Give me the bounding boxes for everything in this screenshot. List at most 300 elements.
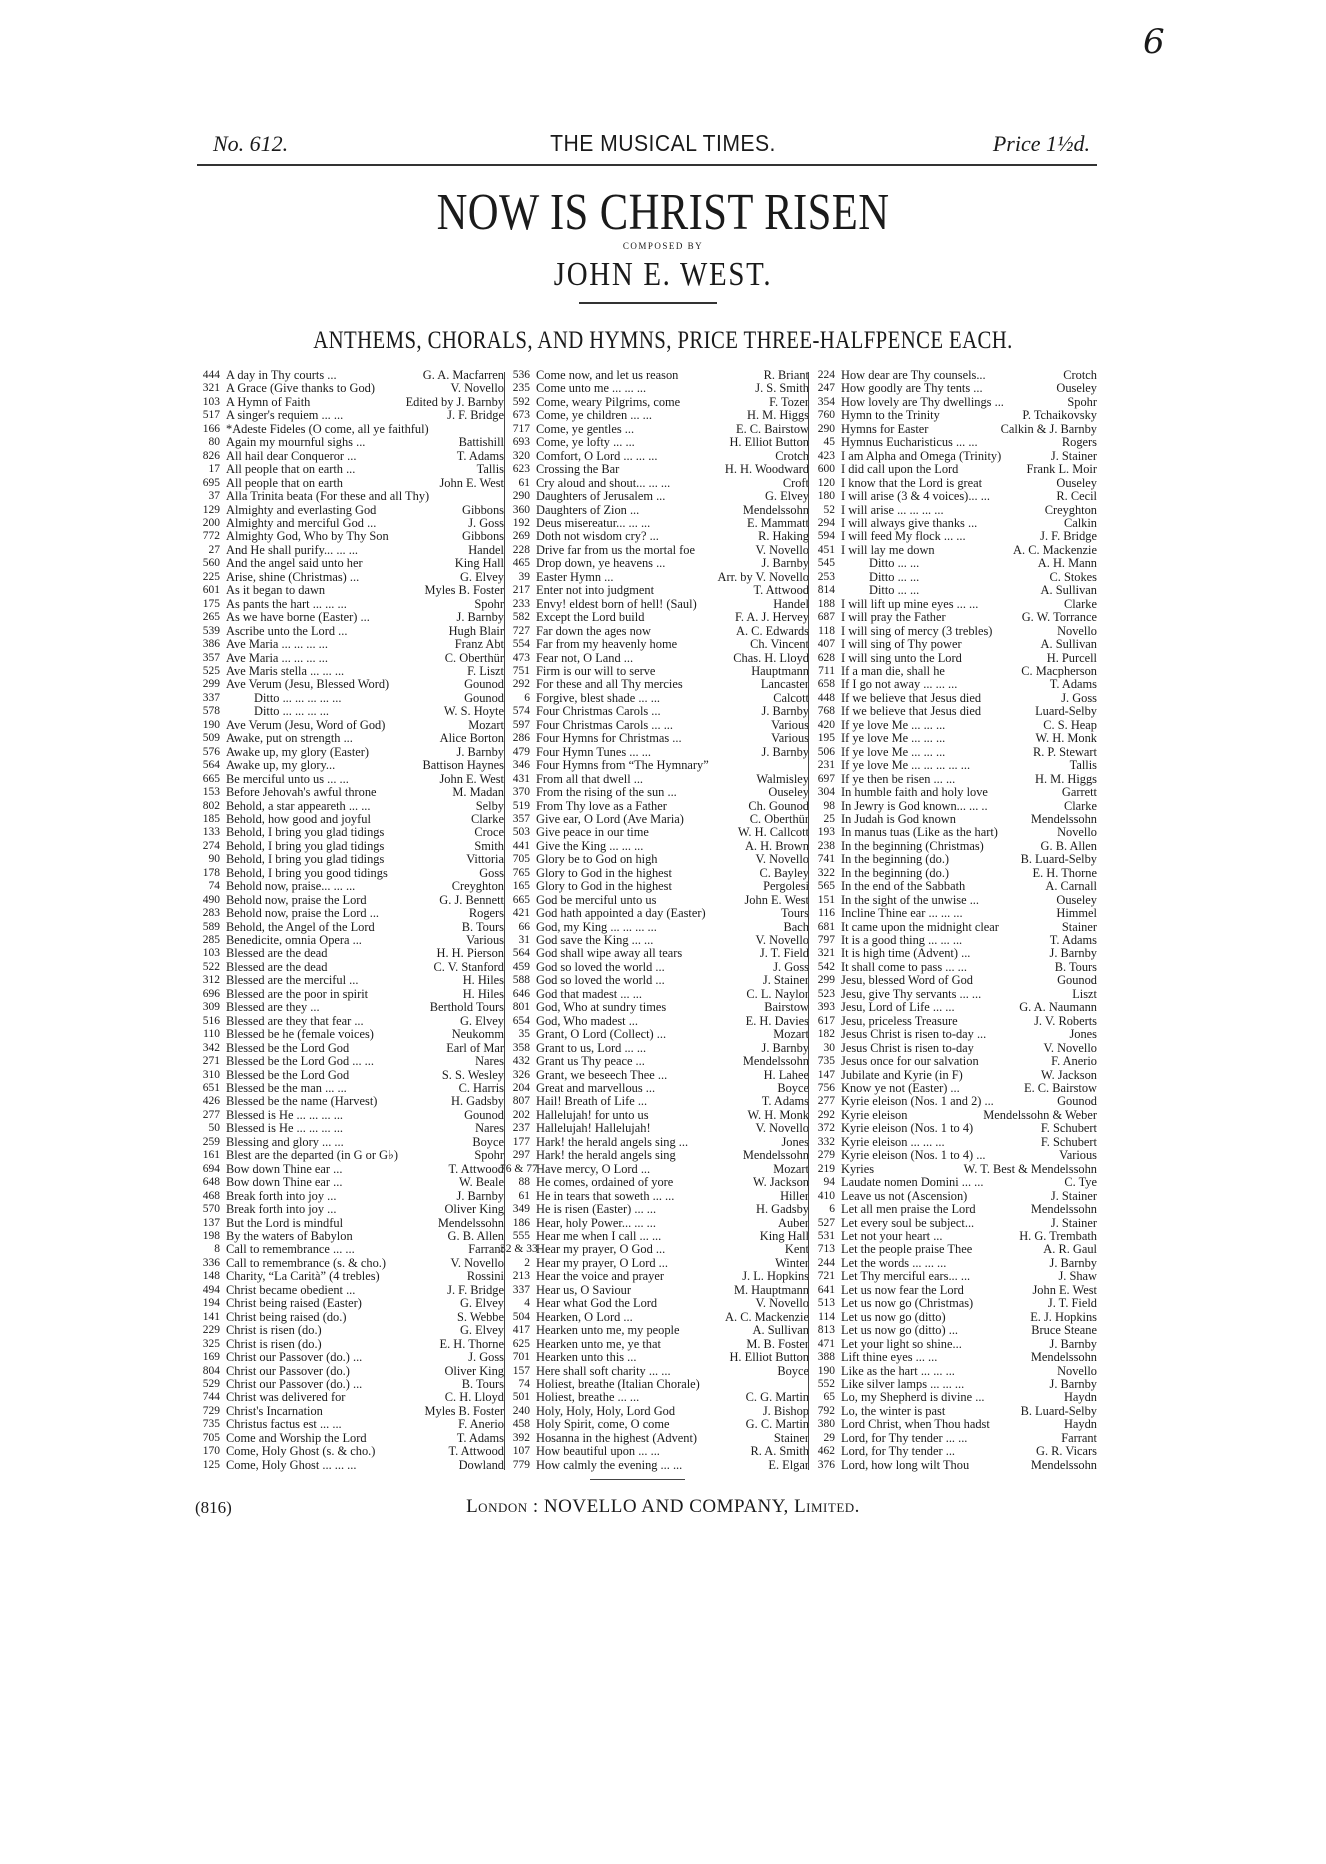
catalogue-entry: [805, 1297, 1097, 1310]
entry-composer: Crotch: [1063, 368, 1097, 382]
entry-composer: Croce: [474, 825, 504, 840]
catalogue-entry: [805, 436, 1097, 449]
catalogue-entry: [190, 746, 504, 759]
entry-composer: V. Novello: [450, 1255, 504, 1270]
entry-number: 711: [818, 664, 835, 677]
entry-composer: H. Elliot Button: [729, 1350, 809, 1365]
catalogue-entry: [190, 450, 504, 463]
entry-title: Grant to us, Lord ... ...: [536, 1041, 647, 1055]
entry-number: 392: [512, 1431, 530, 1444]
catalogue-entry: [805, 1405, 1097, 1418]
entry-title: How dear are Thy counsels...: [841, 369, 986, 382]
catalogue-entry: [500, 1230, 809, 1243]
entry-number: 826: [202, 449, 220, 462]
entry-number: 180: [817, 490, 835, 503]
entry-title: Lift thine eyes ... ...: [841, 1351, 938, 1365]
catalogue-entry: [805, 1365, 1097, 1378]
entry-composer: Tallis: [476, 462, 504, 477]
entry-composer: Various: [771, 717, 809, 732]
entry-composer: W. H. Callcott: [737, 825, 809, 840]
entry-composer: E. H. Davies: [745, 1013, 809, 1028]
entry-composer: Chas. H. Lloyd: [733, 650, 809, 665]
entry-composer: T. Attwood: [448, 1161, 504, 1176]
catalogue-entry: [190, 1324, 504, 1337]
entry-title: Let us now go (Christmas): [841, 1297, 974, 1311]
entry-composer: Nares: [475, 1054, 504, 1069]
entry-title: A singer's requiem ... ...: [226, 409, 344, 423]
entry-number: 628: [817, 651, 835, 664]
entry-composer: T. Attwood: [753, 583, 809, 598]
catalogue-entry: [190, 1095, 504, 1108]
catalogue-entry: [805, 638, 1097, 651]
entry-number: 294: [817, 516, 835, 529]
entry-title: Have mercy, O Lord ...: [536, 1162, 651, 1176]
entry-number: 735: [202, 1418, 220, 1431]
catalogue-entry: [500, 1028, 809, 1041]
entry-number: 760: [817, 409, 835, 422]
entry-number: 224: [817, 369, 835, 381]
entry-title: Hymn to the Trinity: [841, 409, 940, 423]
entry-composer: J. Barnby: [1049, 1336, 1097, 1351]
entry-number: 177: [512, 1135, 530, 1148]
catalogue-entry: [805, 867, 1097, 880]
entry-title: By the waters of Babylon: [226, 1230, 353, 1243]
catalogue-entry: [190, 961, 504, 974]
entry-number: 325: [202, 1337, 220, 1350]
entry-number: 694: [202, 1162, 220, 1175]
entry-number: 501: [512, 1391, 530, 1404]
catalogue-entry: [500, 652, 809, 665]
entry-composer: Farrant: [468, 1242, 504, 1257]
entry-number: 354: [817, 395, 835, 408]
entry-number: 372: [817, 1122, 835, 1135]
entry-number: 259: [202, 1135, 220, 1148]
entry-title: Hear my prayer, O God ...: [536, 1243, 666, 1257]
entry-number: 542: [817, 960, 835, 973]
catalogue-entry: [500, 369, 809, 382]
entry-title: Doth not wisdom cry? ...: [536, 530, 659, 544]
entry-number: 170: [202, 1445, 220, 1458]
catalogue-entry: [190, 1230, 504, 1243]
entry-composer: J. F. Bridge: [447, 1282, 504, 1297]
entry-number: 772: [202, 530, 220, 543]
entry-composer: W. H. Monk: [1035, 731, 1097, 746]
entry-composer: P. Tchaikovsky: [1022, 408, 1097, 423]
catalogue-entry: [190, 517, 504, 530]
entry-number: 153: [202, 786, 220, 799]
catalogue-entry: [190, 1351, 504, 1364]
entry-number: 458: [512, 1418, 530, 1431]
catalogue-entry: [805, 894, 1097, 907]
entry-number: 479: [512, 745, 530, 758]
entry-number: 713: [817, 1243, 835, 1256]
entry-number: 321: [817, 947, 835, 960]
catalogue-entry: [805, 396, 1097, 409]
entry-title: Behold now, praise... ... ...: [226, 880, 356, 894]
entry-title: Daughters of Jerusalem ...: [536, 490, 666, 504]
entry-composer: Mendelssohn: [742, 1148, 809, 1163]
entry-composer: A. Carnall: [1045, 879, 1097, 894]
catalogue-entry: [805, 1136, 1097, 1149]
entry-composer: Jones: [781, 1134, 809, 1149]
catalogue-entry: [500, 382, 809, 395]
entry-title: Firm is our will to serve: [536, 664, 656, 678]
entry-composer: Gounod: [464, 677, 504, 692]
entry-composer: C. Oberthür: [444, 650, 504, 665]
entry-composer: B. Tours: [461, 1376, 504, 1391]
catalogue-entry: [190, 436, 504, 449]
catalogue-entry: [190, 1311, 504, 1324]
catalogue-entry: [190, 786, 504, 799]
catalogue-entry: [500, 1109, 809, 1122]
entry-title: Envy! eldest born of hell! (Saul): [536, 597, 697, 611]
catalogue-entry: [500, 1311, 809, 1324]
catalogue-entry: [805, 625, 1097, 638]
entry-composer: J. V. Roberts: [1034, 1013, 1097, 1028]
header-rule: [197, 164, 1097, 166]
entry-composer: Liszt: [1072, 986, 1097, 1001]
entry-title: Holiest, breathe ... ...: [536, 1391, 640, 1405]
catalogue-entry: [805, 463, 1097, 476]
entry-title: Almighty and merciful God ...: [226, 516, 377, 530]
entry-number: 651: [202, 1082, 220, 1095]
entry-number: 217: [512, 584, 530, 597]
entry-composer: Farrant: [1061, 1430, 1097, 1445]
composed-by-label: COMPOSED BY: [622, 241, 704, 251]
entry-title: Behold, I bring you glad tidings: [226, 826, 385, 840]
entry-composer: Hugh Blair: [448, 623, 504, 638]
entry-title: And He shall purify... ... ...: [226, 543, 359, 557]
entry-title: Hark! the herald angels sing ...: [536, 1135, 689, 1149]
catalogue-entry: [500, 1378, 809, 1391]
catalogue-entry: [500, 773, 809, 786]
catalogue-entry: [805, 490, 1097, 503]
entry-title: Holiest, breathe (Italian Chorale): [536, 1377, 700, 1391]
entry-number: 304: [817, 786, 835, 799]
entry-composer: Tallis: [1069, 758, 1097, 773]
entry-title: Call to remembrance (s. & cho.): [226, 1256, 386, 1270]
catalogue-entry: [500, 1284, 809, 1297]
catalogue-entry: [805, 1378, 1097, 1391]
entry-number: 336: [202, 1256, 220, 1269]
catalogue-entry: [805, 652, 1097, 665]
catalogue-entry: [805, 1109, 1097, 1122]
catalogue-entry: [805, 1445, 1097, 1458]
catalogue-entry: [805, 826, 1097, 839]
catalogue-entry: [190, 490, 504, 503]
entry-composer: Oliver King: [444, 1202, 504, 1217]
entry-title: Ditto ... ...: [869, 584, 920, 598]
catalogue-entry: [500, 409, 809, 422]
entry-number: 517: [202, 409, 220, 422]
entry-title: How lovely are Thy dwellings ...: [841, 395, 1004, 409]
entry-number: 35: [518, 1028, 530, 1041]
entry-composer: Various: [1059, 1148, 1097, 1163]
entry-composer: Haydn: [1063, 1417, 1097, 1432]
entry-title: Hear me when I call ... ...: [536, 1230, 662, 1243]
entry-composer: Boyce: [777, 1363, 809, 1378]
catalogue-entry: [190, 1042, 504, 1055]
entry-number: 326: [512, 1068, 530, 1081]
entry-number: 741: [817, 853, 835, 866]
catalogue-entry: [190, 665, 504, 678]
catalogue-entry: [805, 1190, 1097, 1203]
catalogue-entry: [190, 880, 504, 893]
entry-number: 426: [202, 1095, 220, 1108]
entry-composer: Mendelssohn: [742, 1054, 809, 1069]
catalogue-entry: [500, 1190, 809, 1203]
entry-number: 118: [818, 624, 835, 637]
catalogue-entry: [190, 571, 504, 584]
entry-title: Four Hymns from “The Hymnary”: [536, 759, 709, 773]
entry-title: As we have borne (Easter) ...: [226, 611, 370, 625]
entry-composer: B. Luard-Selby: [1020, 1403, 1097, 1418]
entry-title: Hear my prayer, O Lord ...: [536, 1256, 668, 1270]
catalogue-entry: [190, 1109, 504, 1122]
entry-title: Blessed be the Lord God: [226, 1041, 350, 1055]
entry-title: Kyrie eleison ... ... ...: [841, 1135, 945, 1149]
entry-composer: Battishill: [458, 435, 504, 450]
catalogue-entry: [500, 826, 809, 839]
catalogue-entry: [500, 1015, 809, 1028]
title-rule: [579, 302, 717, 304]
entry-number: 523: [817, 987, 835, 1000]
entry-composer: Edited by J. Barnby: [405, 394, 504, 409]
entry-composer: Franz Abt: [454, 637, 504, 652]
catalogue-entry: [190, 1270, 504, 1283]
entry-composer: Gounod: [464, 1107, 504, 1122]
entry-composer: King Hall: [759, 1229, 809, 1243]
catalogue-entry: [190, 1459, 504, 1472]
entry-number: 151: [817, 893, 835, 906]
entry-title: God be merciful unto us: [536, 893, 657, 907]
catalogue-entry: [805, 517, 1097, 530]
entry-composer: John E. West: [439, 771, 504, 786]
entry-composer: H. H. Woodward: [724, 462, 809, 477]
catalogue-entry: [190, 894, 504, 907]
entry-composer: Novello: [1057, 825, 1097, 840]
entry-title: Behold now, praise the Lord ...: [226, 907, 380, 921]
entry-composer: Myles B. Foster: [424, 1403, 504, 1418]
entry-number: 735: [817, 1055, 835, 1068]
entry-title: Lord Christ, when Thou hadst: [841, 1418, 990, 1432]
entry-number: 285: [202, 934, 220, 947]
entry-title: If ye love Me ... ... ...: [841, 718, 946, 732]
entry-number: 178: [202, 866, 220, 879]
entry-composer: A. C. Edwards: [736, 623, 809, 638]
entry-title: Let us now fear the Lord: [841, 1283, 964, 1297]
catalogue-entry: [805, 1055, 1097, 1068]
catalogue-entry: [190, 813, 504, 826]
catalogue-entry: [805, 1163, 1097, 1176]
catalogue-entry: [500, 705, 809, 718]
entry-number: 681: [817, 920, 835, 933]
catalogue-entry: [500, 1459, 809, 1472]
entry-title: A Grace (Give thanks to God): [226, 382, 375, 396]
entry-title: Grant, O Lord (Collect) ...: [536, 1028, 667, 1042]
catalogue-entry: [805, 732, 1097, 745]
entry-title: Break forth into joy ...: [226, 1203, 337, 1217]
entry-title: In the beginning (do.): [841, 853, 950, 867]
entry-composer: E. Mammatt: [747, 515, 809, 530]
entry-title: Christ being raised (Easter): [226, 1297, 362, 1311]
entry-number: 527: [817, 1216, 835, 1229]
publisher-imprint: [0, 1496, 1326, 1518]
entry-number: 198: [202, 1230, 220, 1242]
entry-number: 202: [512, 1108, 530, 1121]
entry-number: 39: [518, 570, 530, 583]
entry-number: 417: [512, 1324, 530, 1337]
entry-title: Jesus Christ is risen to-day ...: [841, 1028, 987, 1042]
entry-title: I will sing of Thy power: [841, 638, 962, 652]
entry-number: 393: [817, 1001, 835, 1014]
entry-number: 565: [817, 880, 835, 893]
composer-name: JOHN E. WEST.: [553, 256, 773, 293]
entry-number: 564: [512, 947, 530, 960]
entry-number: 31: [518, 934, 530, 947]
entry-number: 310: [202, 1068, 220, 1081]
entry-composer: V. Novello: [1043, 1040, 1097, 1055]
catalogue-entry: [500, 1082, 809, 1095]
catalogue-entry: [190, 423, 504, 436]
entry-number: 471: [817, 1337, 835, 1350]
entry-title: Behold, the Angel of the Lord: [226, 920, 375, 934]
column-divider: [504, 372, 505, 1470]
entry-title: Ditto ... ...: [869, 570, 920, 584]
entry-composer: W. S. Hoyte: [443, 704, 504, 719]
catalogue-entry: [500, 598, 809, 611]
entry-title: If ye then be risen ... ...: [841, 772, 956, 786]
catalogue-entry: [190, 530, 504, 543]
entry-title: Drive far from us the mortal foe: [536, 543, 695, 557]
entry-composer: G. B. Allen: [1040, 838, 1097, 853]
publisher-suffix: Limited.: [794, 1496, 860, 1517]
catalogue-entry: [500, 436, 809, 449]
entry-number: 729: [202, 1404, 220, 1417]
entry-composer: J. F. Bridge: [1040, 529, 1097, 544]
entry-composer: Rossini: [466, 1269, 504, 1284]
catalogue-entry: [805, 1082, 1097, 1095]
entry-number: 32 & 33: [500, 1243, 538, 1256]
entry-number: 423: [817, 449, 835, 462]
entry-number: 231: [817, 759, 835, 772]
entry-number: 292: [817, 1108, 835, 1121]
catalogue-entry: [500, 1217, 809, 1230]
entry-composer: J. Stainer: [1050, 1188, 1097, 1203]
entry-number: 190: [202, 718, 220, 731]
entry-title: Hymns for Easter: [841, 422, 929, 436]
entry-composer: Stainer: [773, 1430, 809, 1445]
entry-composer: H. Hiles: [462, 986, 504, 1001]
catalogue-entry: [500, 1042, 809, 1055]
entry-number: 192: [512, 516, 530, 529]
entry-composer: E. C. Bairstow: [1024, 1081, 1097, 1096]
entry-title: Blessed is He ... ... ... ...: [226, 1108, 344, 1122]
entry-title: Benedicite, omnia Opera ...: [226, 934, 362, 948]
entry-title: Behold, how good and joyful: [226, 812, 371, 826]
entry-composer: W. H. Monk: [747, 1107, 809, 1122]
entry-number: 292: [512, 678, 530, 691]
entry-title: I will sing unto the Lord: [841, 651, 962, 665]
entry-number: 802: [202, 799, 220, 812]
entry-composer: Calkin: [1063, 515, 1097, 530]
entry-number: 727: [512, 624, 530, 637]
entry-title: Ave Maris stella ... ... ...: [226, 664, 345, 678]
catalogue-entry: [500, 490, 809, 503]
catalogue-entry: [190, 974, 504, 987]
entry-title: Awake up, my glory (Easter): [226, 745, 370, 759]
entry-title: Blessed be the name (Harvest): [226, 1095, 378, 1109]
entry-composer: V. Novello: [755, 542, 809, 557]
entry-title: Hearken, O Lord ...: [536, 1310, 633, 1324]
entry-composer: Arr. by V. Novello: [717, 569, 809, 584]
catalogue-entry: [190, 678, 504, 691]
catalogue-entry: [805, 934, 1097, 947]
entry-composer: H. H. Pierson: [436, 946, 504, 961]
entry-title: Hear, holy Power... ... ...: [536, 1216, 656, 1230]
entry-title: Ave Maria ... ... ... ...: [226, 638, 328, 652]
entry-title: Call to remembrance ... ...: [226, 1243, 355, 1257]
entry-number: 229: [202, 1324, 220, 1337]
entry-title: Let the words ... ... ...: [841, 1256, 947, 1270]
entry-number: 744: [202, 1391, 220, 1404]
entry-composer: G. Elvey: [764, 489, 809, 504]
catalogue-entry: [500, 1297, 809, 1310]
catalogue-entry: [190, 1069, 504, 1082]
entry-title: Crossing the Bar: [536, 463, 620, 477]
entry-composer: Earl of Mar: [446, 1040, 504, 1055]
catalogue-entry: [190, 840, 504, 853]
entry-number: 114: [818, 1310, 835, 1323]
entry-number: 380: [817, 1418, 835, 1431]
entry-composer: Mendelssohn & Weber: [983, 1107, 1097, 1122]
entry-composer: F. Schubert: [1040, 1134, 1097, 1149]
entry-number: 129: [202, 503, 220, 516]
entry-title: Jesu, blessed Word of God: [841, 974, 973, 988]
entry-title: Four Hymns for Christmas ...: [536, 732, 682, 746]
entry-title: Blessing and glory ... ...: [226, 1135, 344, 1149]
entry-number: 554: [512, 638, 530, 651]
entry-composer: C. Tye: [1064, 1175, 1097, 1190]
entry-title: Great and marvellous ...: [536, 1082, 656, 1096]
entry-number: 525: [202, 664, 220, 677]
catalogue-entry: [805, 746, 1097, 759]
entry-composer: C. G. Martin: [745, 1390, 809, 1405]
entry-composer: Garrett: [1061, 785, 1097, 800]
entry-title: Hark! the herald angels sing: [536, 1149, 676, 1163]
entry-number: 578: [202, 705, 220, 718]
entry-number: 588: [512, 974, 530, 987]
entry-composer: Ch. Gounod: [748, 798, 809, 813]
entry-title: From all that dwell ...: [536, 772, 644, 786]
entry-title: Hosanna in the highest (Advent): [536, 1431, 698, 1445]
entry-title: If I go not away ... ... ...: [841, 678, 958, 692]
entry-number: 27: [208, 543, 220, 556]
entry-composer: V. Novello: [755, 933, 809, 948]
entry-composer: C. V. Stanford: [433, 959, 504, 974]
entry-title: In the beginning (Christmas): [841, 839, 984, 853]
entry-title: Blessed are the poor in spirit: [226, 987, 369, 1001]
catalogue-entry: [500, 477, 809, 490]
entry-title: Hallelujah! Hallelujah!: [536, 1122, 651, 1136]
catalogue-entry: [500, 732, 809, 745]
catalogue-entry: [805, 1351, 1097, 1364]
entry-composer: Mendelssohn: [742, 502, 809, 517]
entry-number: 357: [202, 651, 220, 664]
entry-composer: C. Oberthür: [749, 811, 809, 826]
entry-title: In the end of the Sabbath: [841, 880, 966, 894]
entry-composer: J. Barnby: [456, 1188, 504, 1203]
